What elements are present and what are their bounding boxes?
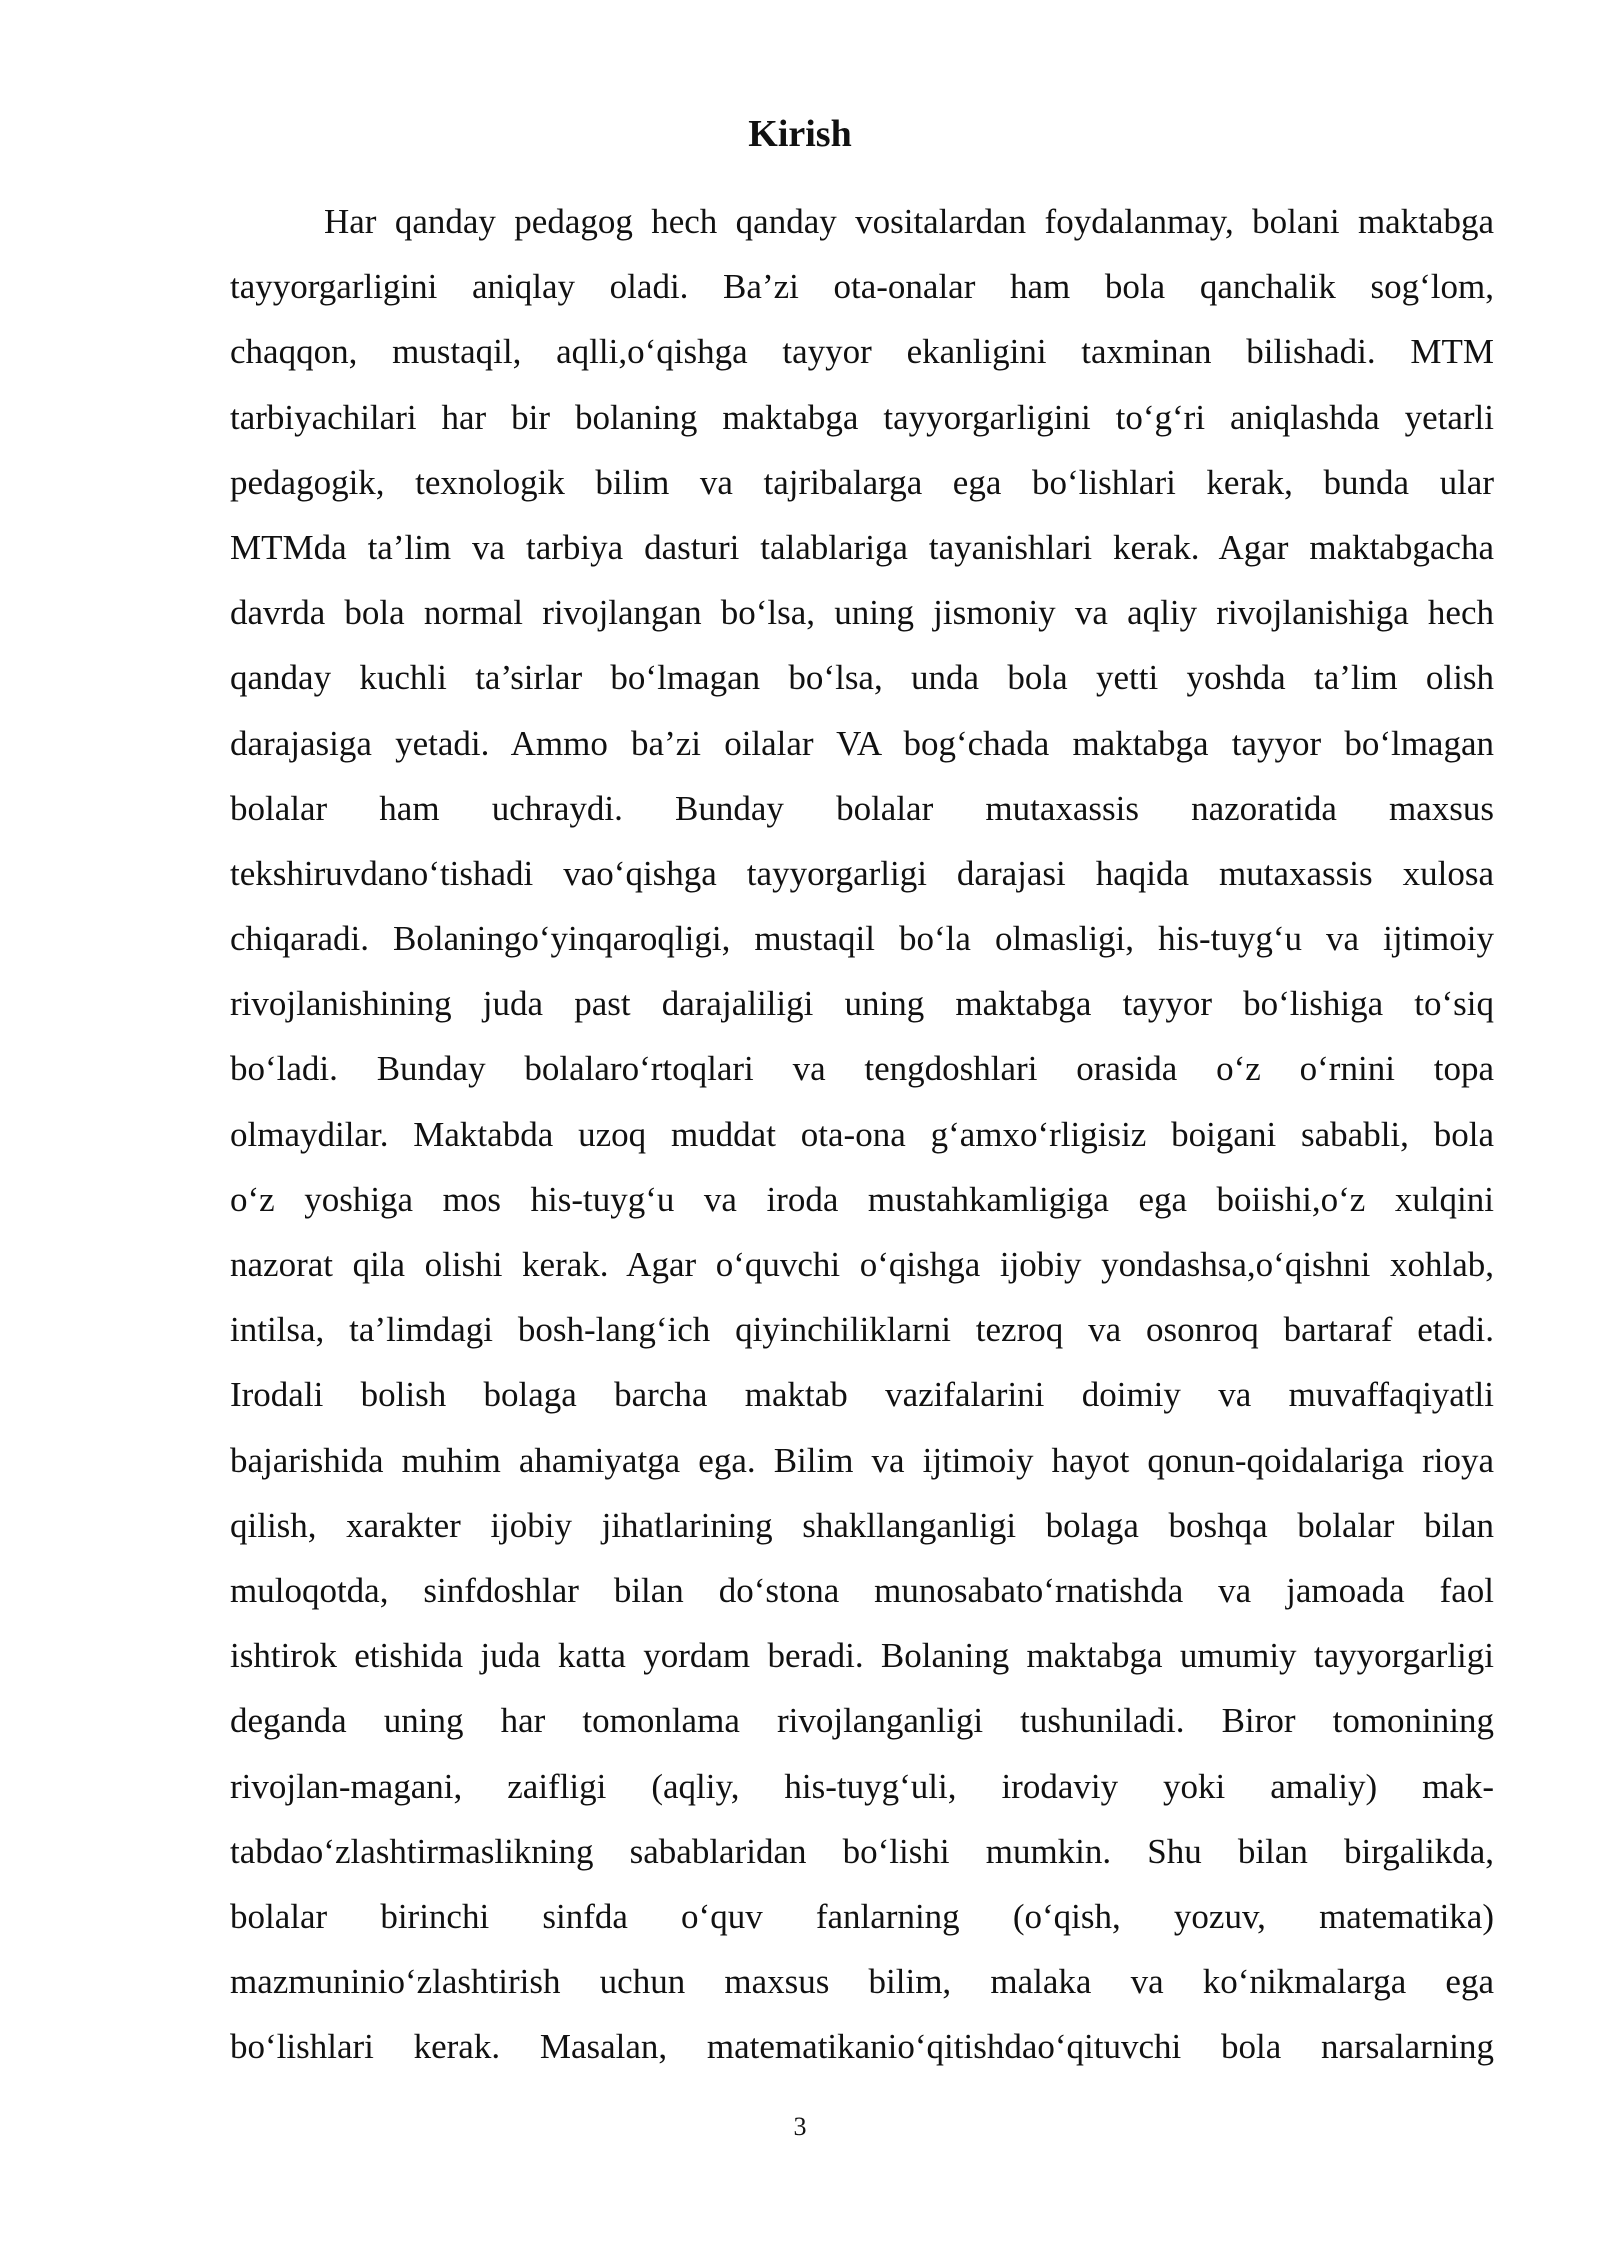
text-line: mazmuninio‘zlashtirish uchun maxsus bilim, malaka va ko‘nikmalarga ega — [230, 1962, 1494, 2002]
text-line: qilish, xarakter ijobiy jihatlarining shakllanganligi bolaga boshqa bolalar bilan — [230, 1505, 1494, 1545]
text-line: Irodali bolish bolaga barcha maktab vazifalarini doimiy va muvaffaqiyatli — [230, 1375, 1494, 1415]
text-line: davrda bola normal rivojlangan bo‘lsa, uning jismoniy va aqliy rivojlanishiga hech — [230, 593, 1494, 633]
text-line: tarbiyachilari har bir bolaning maktabga tayyorgarligini to‘g‘ri aniqlashda yetarli — [230, 397, 1494, 437]
body-paragraph — [230, 198, 1494, 2088]
text-line: nazorat qila olishi kerak. Agar o‘quvchi o‘qishga ijobiy yondashsa,o‘qishni xohlab, — [230, 1245, 1494, 1284]
text-line: ishtirok etishida juda katta yordam beradi. Bolaning maktabga umumiy tayyorgarligi — [230, 1636, 1494, 1676]
text-line: pedagogik, texnologik bilim va tajribalarga ega bo‘lishlari kerak, bunda ular — [230, 462, 1494, 502]
text-line: MTMda ta’lim va tarbiya dasturi talablariga tayanishlari kerak. Agar maktabgacha — [230, 527, 1494, 567]
text-line: bolalar ham uchraydi. Bunday bolalar mutaxassis nazoratida maxsus — [230, 788, 1494, 828]
text-line: chaqqon, mustaqil, aqlli,o‘qishga tayyor ekanligini taxminan bilishadi. MTM — [230, 332, 1494, 372]
text-line: tekshiruvdano‘tishadi vao‘qishga tayyorgarligi darajasi haqida mutaxassis xulosa — [230, 853, 1494, 893]
text-line: qanday kuchli ta’sirlar bo‘lmagan bo‘lsa, unda bola yetti yoshda ta’lim olish — [230, 658, 1494, 698]
text-line: rivojlan-magani, zaifligi (aqliy, his-tuyg‘uli, irodaviy yoki amaliy) mak- — [230, 1766, 1494, 1806]
text-line: bolalar birinchi sinfda o‘quv fanlarning (o‘qish, yozuv, matematika) — [230, 1896, 1494, 1936]
text-line: olmaydilar. Maktabda uzoq muddat ota-ona g‘amxo‘rligisiz boigani sababli, bola — [230, 1114, 1494, 1154]
text-line: muloqotda, sinfdoshlar bilan do‘stona munosabato‘rnatishda va jamoada faol — [230, 1570, 1494, 1610]
text-line: darajasiga yetadi. Ammo ba’zi oilalar VA bog‘chada maktabga tayyor bo‘lmagan — [230, 723, 1494, 763]
text-line: bo‘ladi. Bunday bolalaro‘rtoqlari va tengdoshlari orasida o‘z o‘rnini topa — [230, 1049, 1494, 1089]
text-line: tayyorgarligini aniqlay oladi. Ba’zi ota-onalar ham bola qanchalik sog‘lom, — [230, 267, 1494, 307]
text-line: bajarishida muhim ahamiyatga ega. Bilim va ijtimoiy hayot qonun-qoidalariga rioya — [230, 1440, 1494, 1480]
text-line: deganda uning har tomonlama rivojlanganligi tushuniladi. Biror tomonining — [230, 1701, 1494, 1741]
page-number: 3 — [793, 2112, 807, 2141]
text-line: rivojlanishining juda past darajaliligi uning maktabga tayyor bo‘lishiga to‘siq — [230, 984, 1494, 1024]
text-line: Har qanday pedagog hech qanday vositalardan foydalanmay, bolani maktabga — [324, 202, 1494, 241]
text-line: o‘z yoshiga mos his-tuyg‘u va iroda mustahkamligiga ega boiishi,o‘z xulqini — [230, 1179, 1494, 1219]
text-line: chiqaradi. Bolaningo‘yinqaroqligi, mustaqil bo‘la olmasligi, his-tuyg‘u va ijtimoiy — [230, 919, 1494, 959]
text-line: bo‘lishlari kerak. Masalan, matematikanio‘qitishdao‘qituvchi bola narsalarning — [230, 2027, 1494, 2067]
page-title: Kirish — [748, 113, 852, 155]
text-line: intilsa, ta’limdagi bosh-lang‘ich qiyinchiliklarni tezroq va osonroq bartaraf etadi. — [230, 1310, 1494, 1350]
text-line: tabdao‘zlashtirmaslikning sabablaridan bo‘lishi mumkin. Shu bilan birgalikda, — [230, 1831, 1494, 1871]
